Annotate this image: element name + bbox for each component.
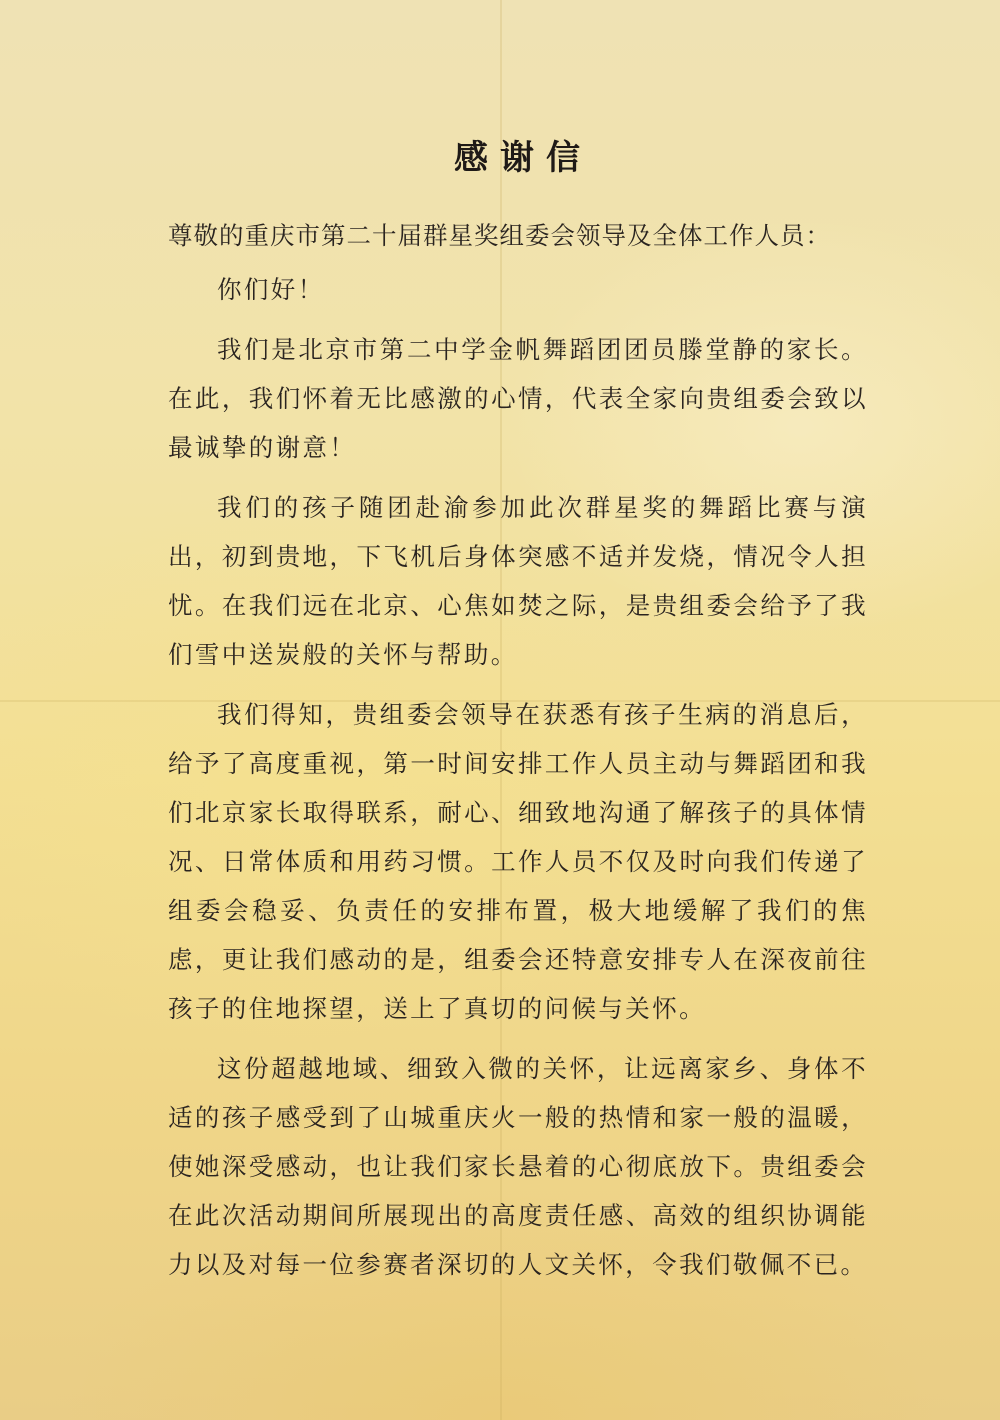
- letter-body: [168, 118, 868, 1300]
- letter-title: 感谢信: [454, 138, 592, 178]
- letter-paragraph-1: 我们是北京市第二中学金帆舞蹈团团员滕堂静的家长。在此，我们怀着无比感激的心情，代表全家向贵组委会致以最诚挚的谢意！: [168, 335, 868, 462]
- letter-paragraph-3: 我们得知，贵组委会领导在获悉有孩子生病的消息后，给予了高度重视，第一时间安排工作人员主动与舞蹈团和我们北京家长取得联系，耐心、细致地沟通了解孩子的具体情况、日常体质和用药习惯。工作人员不仅及时向我们传递了组委会稳妥、负责任的安排布置，极大地缓解了我们的焦虑，更让我们感动的是，组委会还特意安排专人在深夜前往孩子的住地探望，送上了真切的问候与关怀。: [168, 700, 868, 1023]
- letter-paragraph-2: 我们的孩子随团赴渝参加此次群星奖的舞蹈比赛与演出，初到贵地，下飞机后身体突感不适并发烧，情况令人担忧。在我们远在北京、心焦如焚之际，是贵组委会给予了我们雪中送炭般的关怀与帮助。: [168, 493, 868, 669]
- letter-greeting: 你们好！: [217, 275, 325, 304]
- letter-salutation: 尊敬的重庆市第二十届群星奖组委会领导及全体工作人员：: [168, 221, 831, 250]
- letter-paragraph-4: 这份超越地域、细致入微的关怀，让远离家乡、身体不适的孩子感受到了山城重庆火一般的热情和家一般的温暖，使她深受感动，也让我们家长悬着的心彻底放下。贵组委会在此次活动期间所展现出的高度责任感、高效的组织协调能力以及对每一位参赛者深切的人文关怀，令我们敬佩不已。: [168, 1054, 868, 1279]
